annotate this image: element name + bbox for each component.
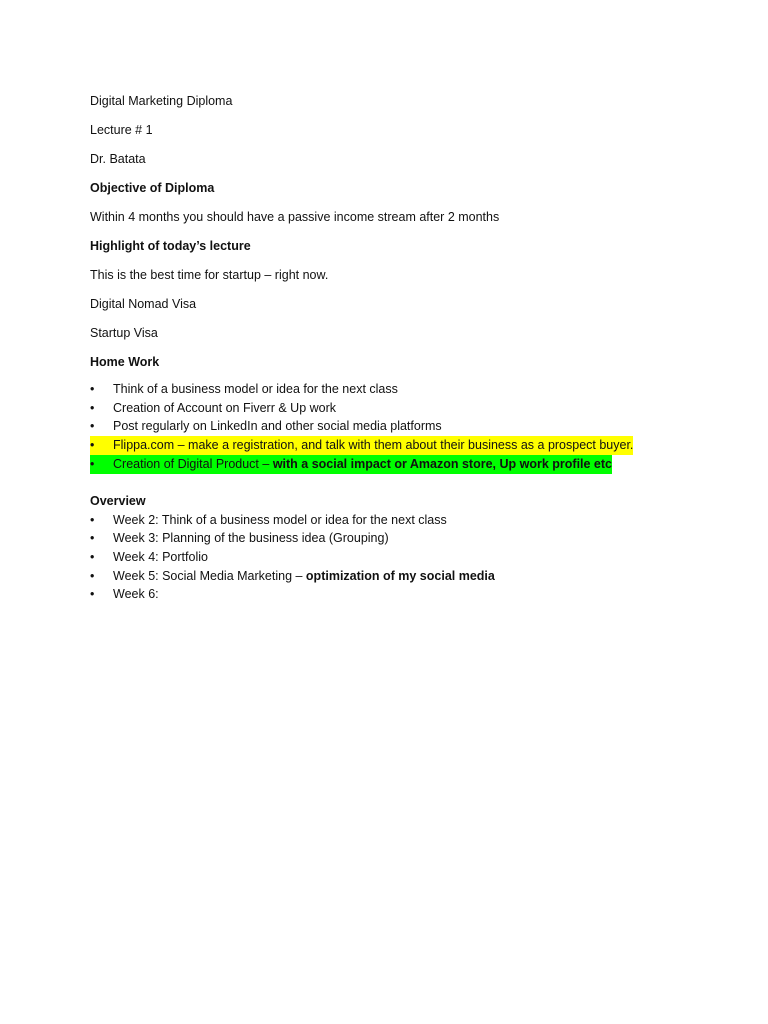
overview-item-text: Week 2: Think of a business model or idea for the next class [113,512,447,527]
visa-item-digital-nomad: Digital Nomad Visa [90,297,197,311]
visa-item-startup: Startup Visa [90,326,158,340]
homework-item-text: Creation of Digital Product – [113,456,273,471]
bullet-icon: • [90,531,95,546]
bullet-icon: • [90,419,95,434]
lecture-number: Lecture # 1 [90,123,153,137]
homework-item-text: Think of a business model or idea for the next class [113,382,398,396]
overview-heading: Overview [90,493,146,508]
objective-text: Within 4 months you should have a passive income stream after 2 months [90,210,500,224]
list-item [90,511,690,530]
homework-item-text: Creation of Account on Fiverr & Up work [113,400,337,415]
list-item [90,417,690,436]
bullet-icon: • [90,382,95,396]
list-item-highlighted-green [90,455,612,474]
overview-item-text: Week 4: Portfolio [113,549,208,564]
overview-item-text: Week 3: Planning of the business idea (Grouping) [113,531,389,546]
homework-list [90,380,690,474]
list-item [90,399,690,418]
overview-list [90,511,690,605]
bullet-icon: • [90,587,95,602]
author-name: Dr. Batata [90,152,146,166]
bullet-icon: • [90,438,95,453]
document-title: Digital Marketing Diploma [90,94,233,108]
list-item [90,548,690,567]
bullet-icon: • [90,549,95,564]
homework-item-text: Flippa.com – make a registration, and talk with them about their business as a prospect buyer. [113,438,634,453]
list-item [90,529,690,548]
objective-heading: Objective of Diploma [90,181,215,195]
list-item-highlighted-yellow [90,436,633,455]
overview-item-text: Week 5: Social Media Marketing – [113,568,306,583]
document-body [90,92,690,604]
homework-item-text: Post regularly on LinkedIn and other social media platforms [113,419,442,434]
bullet-icon: • [90,568,95,583]
overview-item-bold-text: optimization of my social media [305,568,495,583]
highlight-text: This is the best time for startup – right now. [90,268,329,282]
list-item [90,380,690,399]
list-item [90,567,690,586]
bullet-icon: • [90,512,95,527]
overview-item-text: Week 6: [113,587,159,602]
list-item [90,585,690,604]
bullet-icon: • [90,456,95,471]
bullet-icon: • [90,400,95,415]
homework-heading: Home Work [90,355,160,369]
highlight-heading: Highlight of today’s lecture [90,239,251,253]
homework-item-bold-text: with a social impact or Amazon store, Up work profile etc [272,456,613,471]
